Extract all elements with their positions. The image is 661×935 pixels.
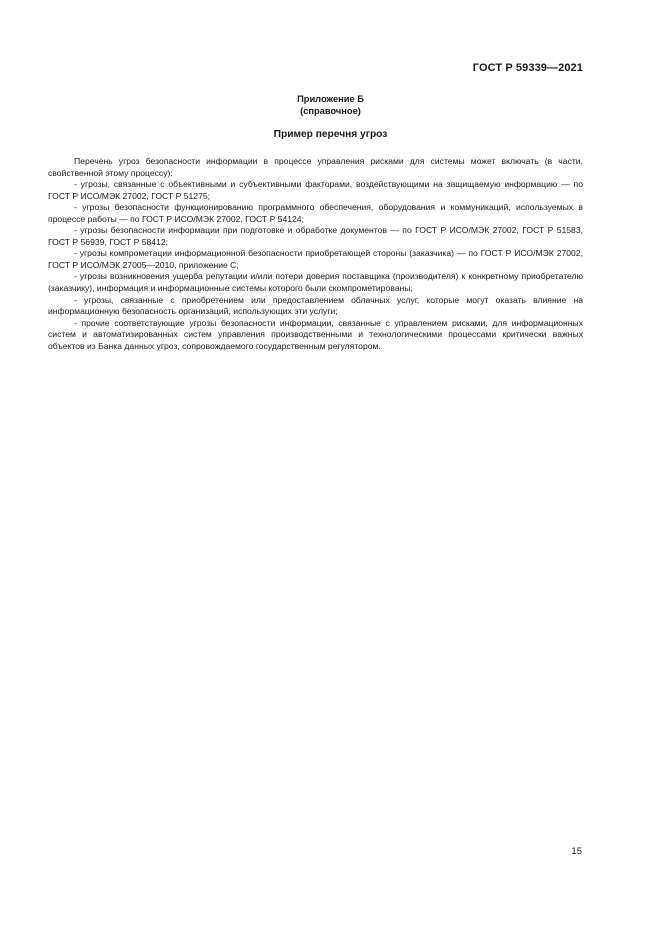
threat-list-item: - угрозы безопасности информации при подготовке и обработке документов — по ГОСТ Р ИСО/МЭК 27002, ГОСТ Р 51583, ГОСТ Р 56939, ГОСТ Р 58412; (48, 225, 583, 247)
threat-list-item: - угрозы, связанные с приобретением или предоставлением облачных услуг, которые могут оказать влияние на информационную безопасность организаций, использующих эти услуги; (48, 294, 583, 317)
document-code: ГОСТ Р 59339—2021 (472, 62, 583, 74)
threat-list-item: - угрозы возникновения ущерба репутации и/или потери доверия поставщика (производителя) к конкретному приобретателю (заказчику), информация и информационные системы которого были скомпрометированы; (48, 271, 583, 294)
annex-label: Приложение Б (297, 94, 364, 104)
annex-title: Пример перечня угроз (273, 129, 388, 140)
threat-list-item: - прочие соответствующие угрозы безопасности информации, связанные с управлением рисками, для информационных систем и автоматизированных систем управления производственными и технологическими процессами критически важных объектов из Банка данных угроз, сопровождаемого государственным регулятором. (48, 317, 583, 351)
threat-list-item: - угрозы безопасности функционированию программного обеспечения, оборудования и коммуникаций, используемых в процессе работы — по ГОСТ Р ИСО/МЭК 27002, ГОСТ Р 54124; (48, 202, 583, 224)
annex-heading (0, 93, 661, 117)
threat-list-item: - угрозы компрометации информационной безопасности приобретающей стороны (заказчика) — по ГОСТ Р ИСО/МЭК 27002, ГОСТ Р ИСО/МЭК 27005—2010, приложение С; (48, 248, 583, 270)
threat-list-item: - угрозы, связанные с объективными и субъективными факторами, воздействующими на защищаемую информацию — по ГОСТ Р ИСО/МЭК 27002, ГОСТ Р 51275; (48, 179, 583, 201)
annex-kind: (справочное) (300, 106, 361, 116)
body-text (48, 156, 583, 352)
intro-paragraph: Перечень угроз безопасности информации в процессе управления рисками для системы может включать (в части, свойственной этому процессу): (48, 156, 583, 178)
page-number: 15 (571, 846, 582, 857)
